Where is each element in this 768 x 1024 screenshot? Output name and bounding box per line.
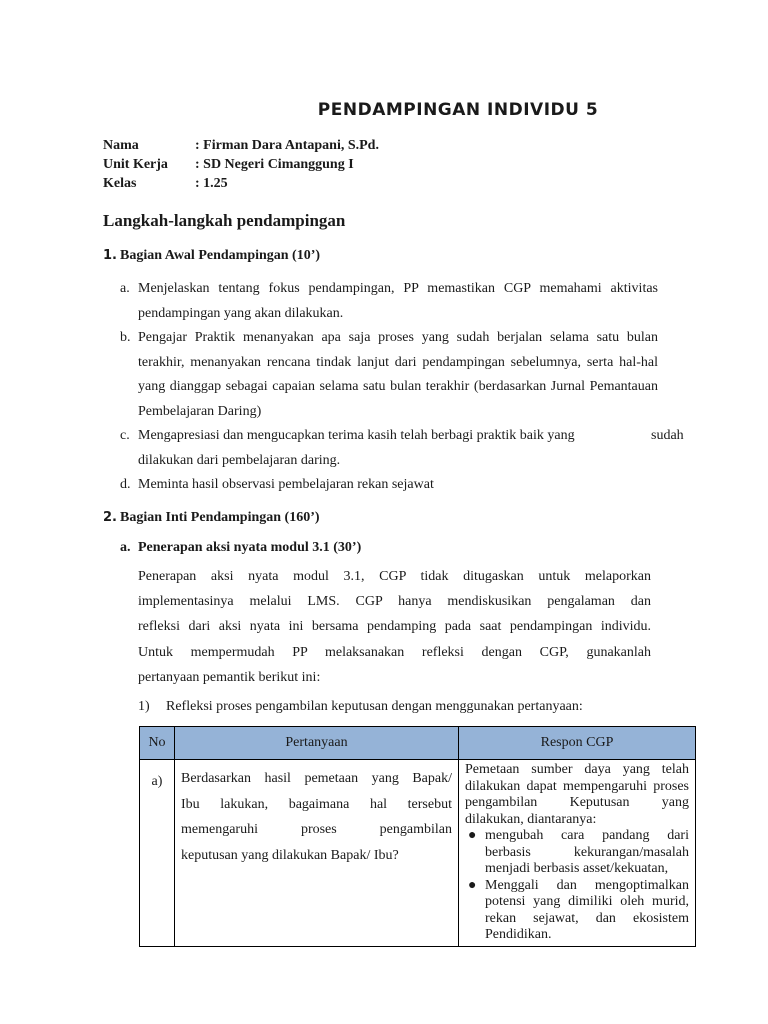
list-item — [120, 326, 658, 424]
list-marker: a. — [120, 281, 130, 296]
info-label: Kelas — [103, 176, 137, 191]
bullet-text: mengubah cara pandang dari berbasis kekurangan/masalah menjadi berbasis asset/kekuatan, — [485, 828, 689, 876]
response-bullet — [465, 828, 689, 878]
question-cell — [175, 760, 459, 947]
list-item-text-tail: sudah — [651, 428, 684, 443]
info-value: : 1.25 — [195, 176, 228, 191]
question-line: Berdasarkan hasil pemetaan yang Bapak/ — [181, 771, 452, 786]
header-question: Pertanyaan — [175, 727, 459, 760]
list-item — [120, 424, 684, 473]
question-line: memengaruhi proses pengambilan — [181, 822, 452, 837]
response-list — [465, 828, 689, 944]
response-bullet — [465, 878, 689, 944]
part1-heading — [103, 248, 320, 264]
list-marker: c. — [120, 428, 130, 443]
part2-number: 2. — [103, 510, 117, 525]
header-response: Respon CGP — [459, 727, 696, 760]
part2-heading-text: Bagian Inti Pendampingan (160’) — [120, 510, 320, 525]
part1-heading-text: Bagian Awal Pendampingan (10’) — [120, 248, 321, 263]
response-cell — [459, 760, 696, 947]
part2-paragraph — [138, 564, 651, 690]
info-row-class — [103, 174, 379, 193]
table-row — [140, 760, 696, 947]
question-intro — [138, 699, 583, 715]
part2-heading — [103, 510, 320, 526]
paragraph-line: refleksi dari aksi nyata ini bersama pendamping pada saat pendampingan individu. — [138, 619, 651, 635]
table-header-row — [140, 727, 696, 760]
part1-list — [120, 277, 684, 498]
list-marker: b. — [120, 330, 131, 345]
identity-block — [103, 136, 379, 193]
paragraph-line: pertanyaan pemantik berikut ini: — [138, 669, 321, 685]
info-value: : SD Negeri Cimanggung I — [195, 157, 354, 172]
bullet-icon: ● — [468, 828, 477, 843]
row-number: a) — [140, 760, 175, 947]
question-line: keputusan yang dilakukan Bapak/ Ibu? — [181, 847, 399, 863]
subheading-marker: a. — [120, 540, 131, 555]
list-item-text: Pengajar Praktik menanyakan apa saja proses yang sudah berjalan selama satu bulan terakhir, menanyakan rencana tindak lanjut dari pendampingan sebelumnya, serta hal-hal yang dianggap sebagai capaian selama satu bulan terakhir (berdasarkan Jurnal Pemantauan Pembelajaran Daring) — [138, 330, 658, 419]
list-item-text: Menjelaskan tentang fokus pendampingan, PP memastikan CGP memahami aktivitas pendampingan yang akan dilakukan. — [138, 281, 658, 321]
info-label: Nama — [103, 138, 139, 153]
paragraph-line: Untuk mempermudah PP melaksanakan refleksi dengan CGP, gunakanlah — [138, 644, 651, 660]
bullet-text: Menggali dan mengoptimalkan potensi yang dimiliki oleh murid, rekan sejawat, dan ekosistem Pendidikan. — [485, 877, 689, 942]
list-item — [120, 473, 658, 498]
question-intro-marker: 1) — [138, 699, 150, 714]
part2-subheading — [120, 540, 361, 556]
section-heading: Langkah-langkah pendampingan — [103, 211, 346, 230]
list-marker: d. — [120, 477, 131, 492]
list-item-text-line2: dilakukan dari pembelajaran daring. — [138, 452, 341, 468]
list-item — [120, 277, 658, 326]
list-item-text: Mengapresiasi dan mengucapkan terima kasih telah berbagi praktik baik yang — [138, 428, 575, 443]
page-title: PENDAMPINGAN INDIVIDU 5 — [317, 100, 599, 120]
question-intro-text: Refleksi proses pengambilan keputusan dengan menggunakan pertanyaan: — [166, 699, 583, 714]
info-label: Unit Kerja — [103, 157, 168, 172]
info-row-name — [103, 136, 379, 155]
subheading-text: Penerapan aksi nyata modul 3.1 (30’) — [138, 540, 362, 555]
response-intro: Pemetaan sumber daya yang telah dilakukan dapat mempengaruhi proses pengambilan Keputusan yang dilakukan, diantaranya: — [465, 762, 689, 827]
part1-number: 1. — [103, 248, 117, 263]
paragraph-line: implementasinya melalui LMS. CGP hanya mendiskusikan pengalaman dan — [138, 594, 651, 610]
reflection-table — [139, 726, 696, 947]
info-row-unit — [103, 155, 379, 174]
header-no: No — [140, 727, 175, 760]
info-value: : Firman Dara Antapani, S.Pd. — [195, 138, 379, 153]
question-line: Ibu lakukan, bagaimana hal tersebut — [181, 796, 452, 812]
bullet-icon: ● — [468, 877, 477, 893]
list-item-text: Meminta hasil observasi pembelajaran rekan sejawat — [138, 477, 434, 492]
paragraph-line: Penerapan aksi nyata modul 3.1, CGP tidak ditugaskan untuk melaporkan — [138, 569, 651, 584]
